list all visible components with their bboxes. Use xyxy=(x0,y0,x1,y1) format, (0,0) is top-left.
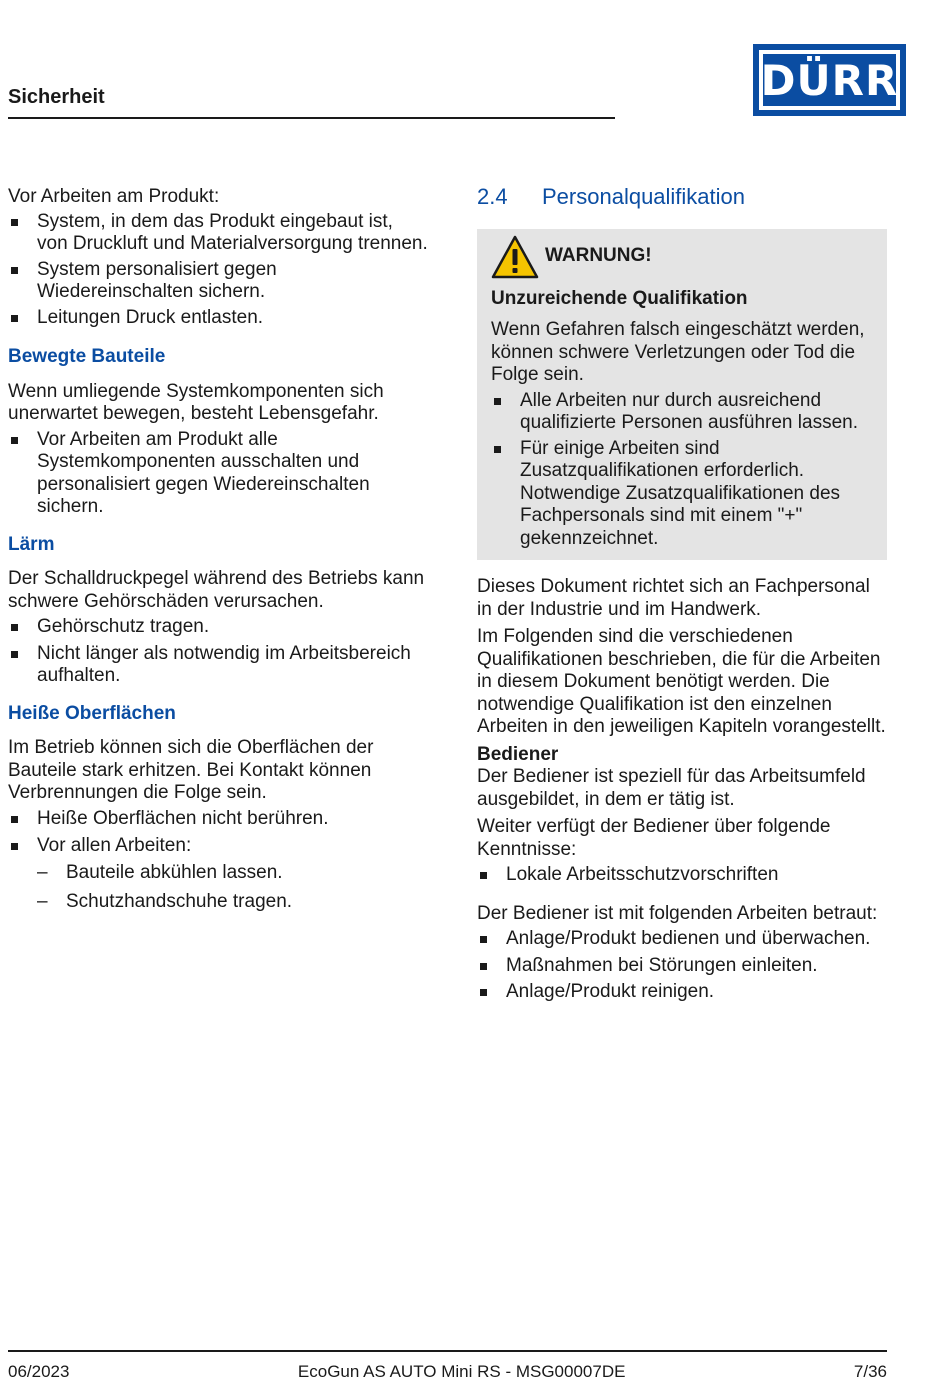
section-heading-bewegte-bauteile: Bewegte Bauteile xyxy=(8,346,166,367)
list-item: Nicht länger als notwendig im Arbeitsbereich aufhalten. xyxy=(8,643,428,688)
section-number: 2.4 xyxy=(477,184,508,209)
list-item: Lokale Arbeitsschutzvorschriften xyxy=(477,864,887,887)
list-item: System personalisiert gegen Wiedereinschalten sichern. xyxy=(8,259,428,304)
section-heading-laerm: Lärm xyxy=(8,533,55,555)
page-header-title: Sicherheit xyxy=(8,86,105,108)
list-item: Leitungen Druck entlasten. xyxy=(8,307,428,330)
sub-list xyxy=(8,862,428,914)
header-rule xyxy=(8,117,615,119)
warning-title: Unzureichende Qualifikation xyxy=(491,287,748,309)
footer-page-number: 7/36 xyxy=(853,1362,887,1381)
warning-label: WARNUNG! xyxy=(545,245,652,267)
footer xyxy=(8,1362,887,1382)
list-item: – Schutzhandschuhe tragen. xyxy=(37,891,428,914)
bediener-title: Bediener xyxy=(477,743,559,765)
paragraph: Der Bediener ist speziell für das Arbeitsumfeld ausgebildet, in dem er tätig ist. xyxy=(477,766,866,810)
paragraph: Der Bediener ist mit folgenden Arbeiten betraut: xyxy=(477,902,878,924)
knowledge-list xyxy=(477,864,887,887)
section-text: Im Betrieb können sich die Oberflächen der Bauteile stark erhitzen. Bei Kontakt können Verbrennungen die Folge sein. xyxy=(8,737,374,803)
list-item: Alle Arbeiten nur durch ausreichend qualifizierte Personen ausführen lassen. xyxy=(491,390,873,435)
list-item: Für einige Arbeiten sind Zusatzqualifikationen erforderlich. Notwendige Zusatzqualifikationen des Fachpersonals sind mit einem "+" gekennzeichnet. xyxy=(491,438,873,551)
paragraph: Weiter verfügt der Bediener über folgende Kenntnisse: xyxy=(477,816,831,860)
warning-triangle-icon xyxy=(491,235,539,279)
warning-list xyxy=(491,390,873,551)
section-text: Wenn umliegende Systemkomponenten sich unerwartet bewegen, besteht Lebensgefahr. xyxy=(8,380,384,424)
section-title: Personalqualifikation xyxy=(542,184,746,209)
footer-doc-title: EcoGun AS AUTO Mini RS - MSG00007DE xyxy=(297,1362,626,1381)
section-list xyxy=(8,429,428,519)
paragraph: Dieses Dokument richtet sich an Fachpersonal in der Industrie und im Handwerk. xyxy=(477,576,870,620)
logo-text: DÜRR xyxy=(760,55,899,105)
intro-list xyxy=(8,211,428,330)
list-item: Vor Arbeiten am Produkt alle Systemkomponenten ausschalten und personalisiert gegen Wiedereinschalten sichern. xyxy=(8,429,428,519)
warning-text: Wenn Gefahren falsch eingeschätzt werden, können schwere Verletzungen oder Tod die Folge sein. xyxy=(491,319,865,385)
list-item: Gehörschutz tragen. xyxy=(8,616,428,639)
list-item: Maßnahmen bei Störungen einleiten. xyxy=(477,955,887,978)
section-text: Der Schalldruckpegel während des Betriebs kann schwere Gehörschäden verursachen. xyxy=(8,568,425,612)
duerr-logo xyxy=(753,44,906,116)
section-heading-heisse-oberflaechen: Heiße Oberflächen xyxy=(8,702,176,724)
list-item: Anlage/Produkt bedienen und überwachen. xyxy=(477,928,887,951)
section-list xyxy=(8,808,428,858)
list-item: Anlage/Produkt reinigen. xyxy=(477,981,887,1004)
list-item: Vor allen Arbeiten: xyxy=(8,835,428,858)
footer-rule xyxy=(8,1350,887,1352)
warning-box xyxy=(477,229,887,561)
left-column xyxy=(8,186,428,914)
intro-text: Vor Arbeiten am Produkt: xyxy=(8,186,220,207)
right-column xyxy=(477,186,887,1004)
footer-date: 06/2023 xyxy=(8,1362,70,1381)
paragraph: Im Folgenden sind die verschiedenen Qualifikationen beschrieben, die für die Arbeiten in diesem Dokument benötigt werden. Die notwendige Qualifikation ist den einzelnen Arbeiten in den jeweiligen Kapiteln vorangestellt. xyxy=(477,626,886,737)
tasks-list xyxy=(477,928,887,1004)
list-item: System, in dem das Produkt eingebaut ist, von Druckluft und Materialversorgung trennen. xyxy=(8,211,428,256)
section-list xyxy=(8,616,428,688)
list-item: – Bauteile abkühlen lassen. xyxy=(37,862,428,885)
list-item: Heiße Oberflächen nicht berühren. xyxy=(8,808,428,831)
warning-header xyxy=(491,235,873,279)
section-heading xyxy=(477,186,887,209)
